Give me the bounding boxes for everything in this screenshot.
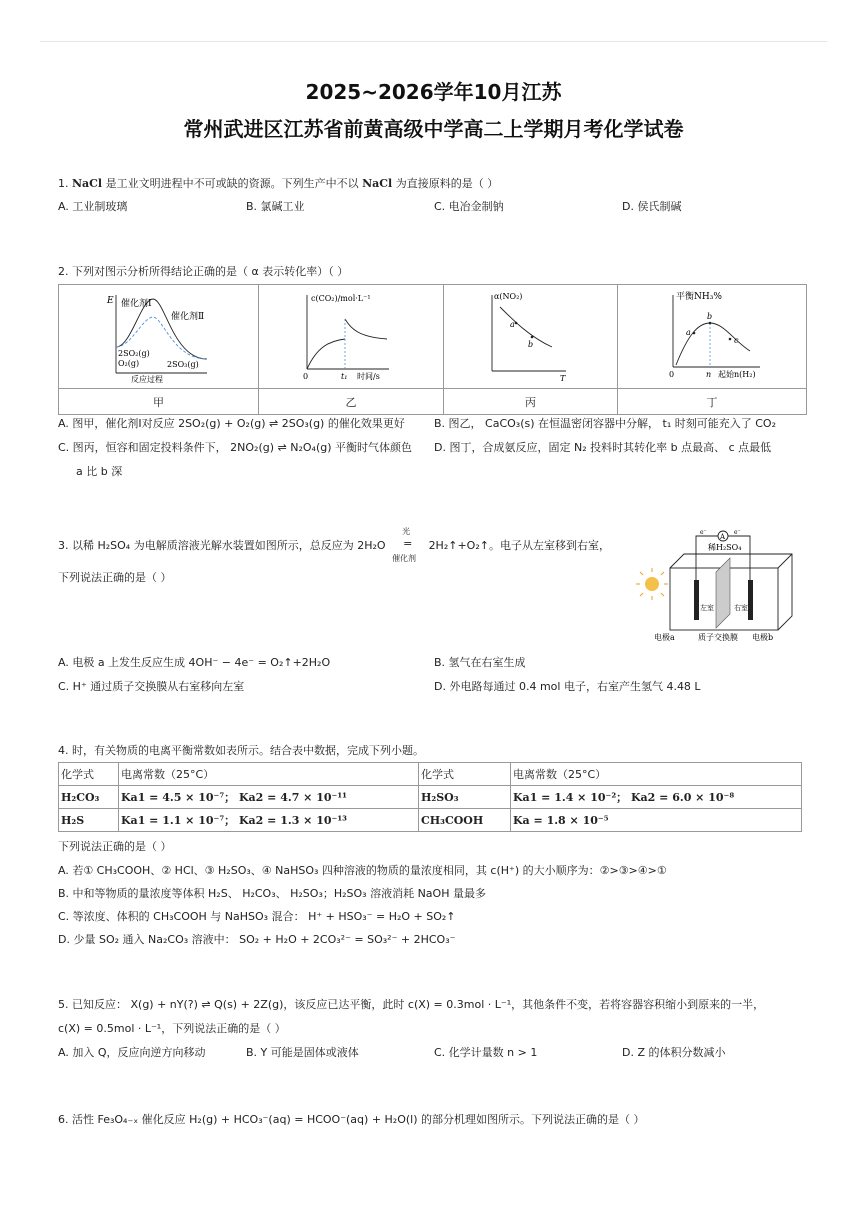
q4-option-a: A. 若① CH₃COOH、② HCl、③ H₂SO₃、④ NaHSO₃ 四种溶液的物质的量浓度相同，其 c(H⁺) 的大小顺序为：②>③>④>① [58, 864, 667, 877]
yi-y-label: c(CO₂)/mol·L⁻¹ [311, 294, 371, 303]
yi-t1-label: t₁ [341, 372, 348, 381]
ding-c-label: c [734, 336, 739, 345]
q4-option-d: D. 少量 SO₂ 通入 Na₂CO₃ 溶液中： SO₂ + H₂O + 2CO₃²⁻ = SO₃²⁻ + 2HCO₃⁻ [58, 933, 456, 946]
electron-left-label: e⁻ [700, 529, 707, 536]
ding-a-label: a [686, 328, 691, 337]
q1-option-c: C. 电冶金制钠 [434, 200, 504, 213]
q2-figure-table [58, 284, 807, 415]
q2-option-a: A. 图甲，催化剂Ⅰ对反应 2SO₂(g) + O₂(g) ⇌ 2SO₃(g) 的催化效果更好 [58, 417, 405, 430]
q2-option-d: D. 图丁，合成氨反应，固定 N₂ 投料时其转化率 b 点最高、 c 点最低 [434, 441, 772, 454]
table-cell: H₂CO₃ [59, 786, 119, 809]
q4-option-b: B. 中和等物质的量浓度等体积 H₂S、 H₂CO₃、 H₂SO₃；H₂SO₃ 溶液消耗 NaOH 量最多 [58, 887, 486, 900]
q4-option-c: C. 等浓度、体积的 CH₃COOH 与 NaHSO₃ 混合： H⁺ + HSO₃⁻ = H₂O + SO₂↑ [58, 910, 456, 923]
table-header-cell: 化学式 [419, 763, 511, 786]
q1-option-d: D. 侯氏制碱 [622, 200, 682, 213]
page-title-line2: 常州武进区江苏省前黄高级中学高二上学期月考化学试卷 [183, 117, 684, 141]
bing-b-label: b [528, 340, 534, 349]
q2-figure-ding [618, 285, 807, 389]
jia-react1-label: 2SO₂(g) [118, 349, 150, 358]
page-title-line1: 2025~2026学年10月江苏 [305, 80, 562, 104]
ding-b-label: b [707, 312, 713, 321]
q5-stem-2: c(X) = 0.5mol · L⁻¹，下列说法正确的是（ ） [58, 1022, 286, 1035]
q6-stem: 6. 活性 Fe₃O₄₋ₓ 催化反应 H₂(g) + HCO₃⁻(aq) = HCOO⁻(aq) + H₂O(l) 的部分机理如图所示。下列说法正确的是（ ） [58, 1113, 645, 1126]
table-cell: Ka = 1.8 × 10⁻⁵ [511, 809, 802, 832]
q3-stem-2: 下列说法正确的是（ ） [58, 571, 172, 584]
q3-option-b: B. 氢气在右室生成 [434, 656, 526, 669]
q3-option-d: D. 外电路每通过 0.4 mol 电子，右室产生氢气 4.48 L [434, 680, 701, 693]
q2-figure-bing [444, 285, 618, 389]
q2-figure-jia [59, 285, 259, 389]
q4-constants-table [58, 762, 802, 832]
q1-stem: 1. NaCl 是工业文明进程中不可或缺的资源。下列生产中不以 NaCl 为直接原料的是（ ） [58, 177, 499, 190]
table-header-cell: 化学式 [59, 763, 119, 786]
q3-apparatus-figure [636, 528, 796, 644]
table-cell: H₂S [59, 809, 119, 832]
table-cell: H₂SO₃ [419, 786, 511, 809]
header-rule [40, 41, 827, 42]
acid-label: 稀H₂SO₄ [708, 543, 742, 552]
q4-sub-stem: 下列说法正确的是（ ） [58, 840, 172, 853]
q2-label-ding: 丁 [618, 389, 807, 415]
table-header-row [59, 763, 802, 786]
electron-right-label: e⁻ [734, 529, 741, 536]
left-chamber-label: 左室 [700, 604, 714, 612]
q1-option-b: B. 氯碱工业 [246, 200, 305, 213]
right-chamber-label: 右室 [734, 604, 748, 612]
jia-react2-label: O₂(g) [118, 359, 140, 368]
electrode-a-label: 电极a [654, 633, 675, 642]
ding-x-label: 起始n(H₂) [718, 370, 756, 379]
table-cell: Ka1 = 1.4 × 10⁻²； Ka2 = 6.0 × 10⁻⁸ [511, 786, 802, 809]
ding-n-label: n [706, 370, 712, 379]
q4-stem: 4. 时，有关物质的电离平衡常数如表所示。结合表中数据，完成下列小题。 [58, 744, 424, 757]
q1-option-a: A. 工业制玻璃 [58, 200, 128, 213]
table-row [59, 809, 802, 832]
q2-label-yi: 乙 [259, 389, 444, 415]
bing-y-label: α(NO₂) [494, 292, 523, 301]
q5-option-a: A. 加入 Q，反应向逆方向移动 [58, 1046, 206, 1059]
q3-option-a: A. 电极 a 上发生反应生成 4OH⁻ − 4e⁻ = O₂↑+2H₂O [58, 656, 331, 669]
ding-y-label: 平衡NH₃% [676, 292, 722, 302]
table-row [59, 786, 802, 809]
sun-icon [645, 577, 659, 591]
jia-cat1-label: 催化剂Ⅰ [121, 299, 152, 309]
q2-option-c-cont: a 比 b 深 [76, 465, 123, 478]
jia-prod-label: 2SO₃(g) [167, 360, 199, 369]
q2-label-bing: 丙 [444, 389, 618, 415]
q2-figure-yi [259, 285, 444, 389]
q2-stem: 2. 下列对图示分析所得结论正确的是（ α 表示转化率）（ ） [58, 265, 349, 278]
q2-option-c: C. 图丙，恒容和固定投料条件下， 2NO₂(g) ⇌ N₂O₄(g) 平衡时气体颜色 [58, 441, 413, 454]
membrane-label: 质子交换膜 [698, 633, 738, 642]
yi-x-label: 时间/s [357, 372, 380, 381]
q5-stem-1: 5. 已知反应： X(g) + nY(?) ⇌ Q(s) + 2Z(g)，该反应已达平衡，此时 c(X) = 0.3mol · L⁻¹，其他条件不变，若将容器容积缩小到原来的一半， [58, 998, 765, 1011]
yi-origin-label: 0 [303, 372, 309, 381]
table-header-cell: 电离常数（25°C） [511, 763, 802, 786]
ding-origin-label: 0 [669, 370, 675, 379]
bing-a-label: a [510, 320, 515, 329]
table-cell: Ka1 = 4.5 × 10⁻⁷； Ka2 = 4.7 × 10⁻¹¹ [119, 786, 419, 809]
table-header-cell: 电离常数（25°C） [119, 763, 419, 786]
q3-equation-arrow: 光 = 催化剂 [392, 527, 417, 563]
q3-option-c: C. H⁺ 通过质子交换膜从右室移向左室 [58, 680, 245, 693]
jia-e-label: E [107, 296, 114, 306]
ammeter-label: A [720, 533, 726, 541]
jia-cat2-label: 催化剂Ⅱ [171, 312, 205, 322]
table-cell: Ka1 = 1.1 × 10⁻⁷； Ka2 = 1.3 × 10⁻¹³ [119, 809, 419, 832]
q5-option-b: B. Y 可能是固体或液体 [246, 1046, 359, 1059]
q3-stem-1: 3. 以稀 H₂SO₄ 为电解质溶液光解水装置如图所示，总反应为 2H₂O 光 = 催化剂 2H₂↑+O₂↑。电子从左室移到右室， [58, 527, 610, 563]
q5-option-d: D. Z 的体积分数减小 [622, 1046, 726, 1059]
table-cell: CH₃COOH [419, 809, 511, 832]
bing-x-label: T [560, 374, 566, 383]
q2-label-jia: 甲 [59, 389, 259, 415]
q2-option-b: B. 图乙， CaCO₃(s) 在恒温密闭容器中分解， t₁ 时刻可能充入了 CO₂ [434, 417, 776, 430]
jia-axis-label: 反应过程 [131, 375, 163, 384]
electrode-b-label: 电极b [752, 633, 774, 642]
q5-option-c: C. 化学计量数 n > 1 [434, 1046, 538, 1059]
